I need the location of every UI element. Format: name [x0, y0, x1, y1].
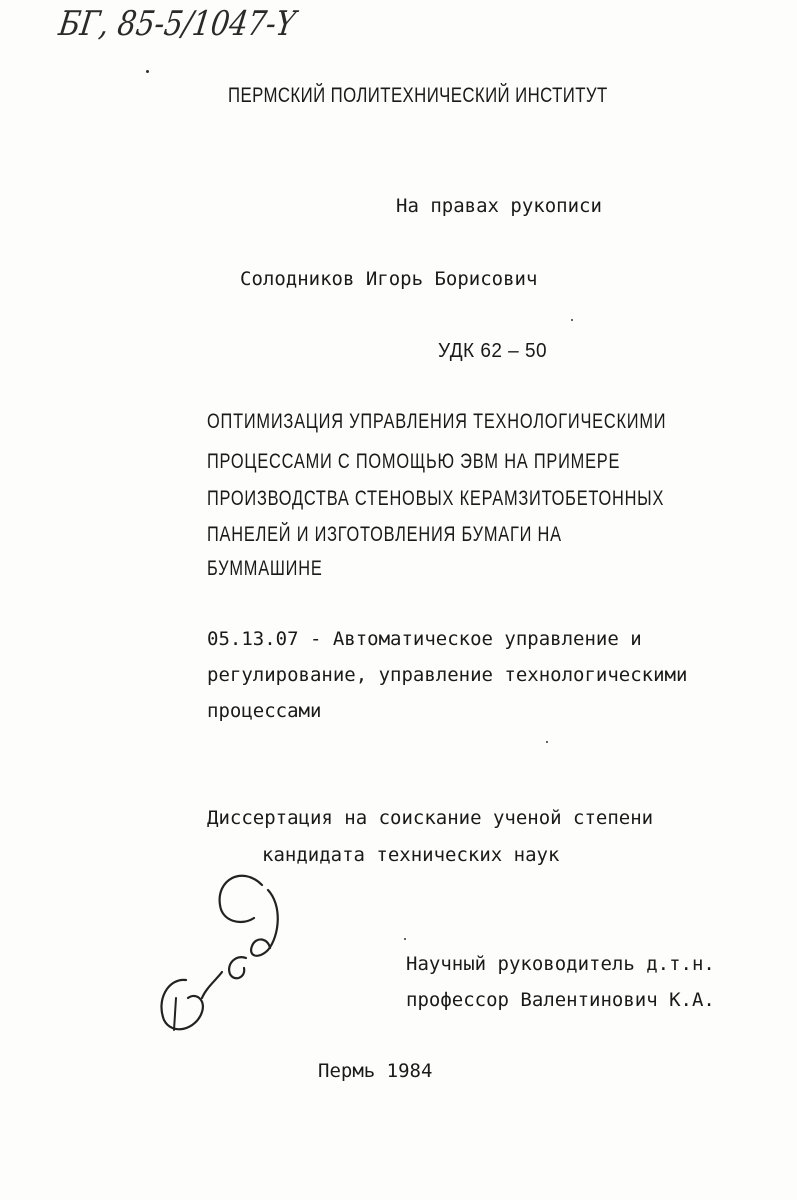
- specialty-line: 05.13.07 - Автоматическое управление и: [207, 628, 642, 650]
- supervisor-line: Научный руководитель д.т.н.: [406, 953, 715, 975]
- archive-mark: БГ, 85-5/1047-Y: [56, 4, 298, 44]
- signature-scribble: [150, 860, 300, 1050]
- udc-code: УДК 62 – 50: [438, 340, 548, 362]
- scan-speck: [146, 70, 149, 73]
- specialty-line: процессами: [207, 700, 322, 722]
- title-line: БУММАШИНЕ: [207, 557, 323, 580]
- specialty-line: регулирование, управление технологическими: [207, 664, 688, 686]
- title-line: ПАНЕЛЕЙ И ИЗГОТОВЛЕНИЯ БУМАГИ НА: [207, 523, 562, 546]
- institute-name: ПЕРМСКИЙ ПОЛИТЕХНИЧЕСКИЙ ИНСТИТУТ: [228, 84, 608, 107]
- degree-line: Диссертация на соискание ученой степени: [207, 807, 654, 829]
- title-line: ПРОИЗВОДСТВА СТЕНОВЫХ КЕРАМЗИТОБЕТОННЫХ: [207, 487, 665, 510]
- degree-line: кандидата технических наук: [262, 844, 560, 866]
- author-name: Солодников Игорь Борисович: [240, 268, 538, 290]
- title-line: ПРОЦЕССАМИ С ПОМОЩЬЮ ЭВМ НА ПРИМЕРЕ: [207, 450, 621, 473]
- title-line: ОПТИМИЗАЦИЯ УПРАВЛЕНИЯ ТЕХНОЛОГИЧЕСКИМИ: [207, 410, 667, 433]
- scan-speck: [571, 319, 573, 321]
- place-year: Пермь 1984: [318, 1060, 433, 1082]
- scan-speck: [546, 741, 548, 743]
- scan-speck: [404, 938, 406, 940]
- supervisor-line: профессор Валентинович К.А.: [406, 989, 715, 1011]
- manuscript-note: На правах рукописи: [396, 195, 602, 217]
